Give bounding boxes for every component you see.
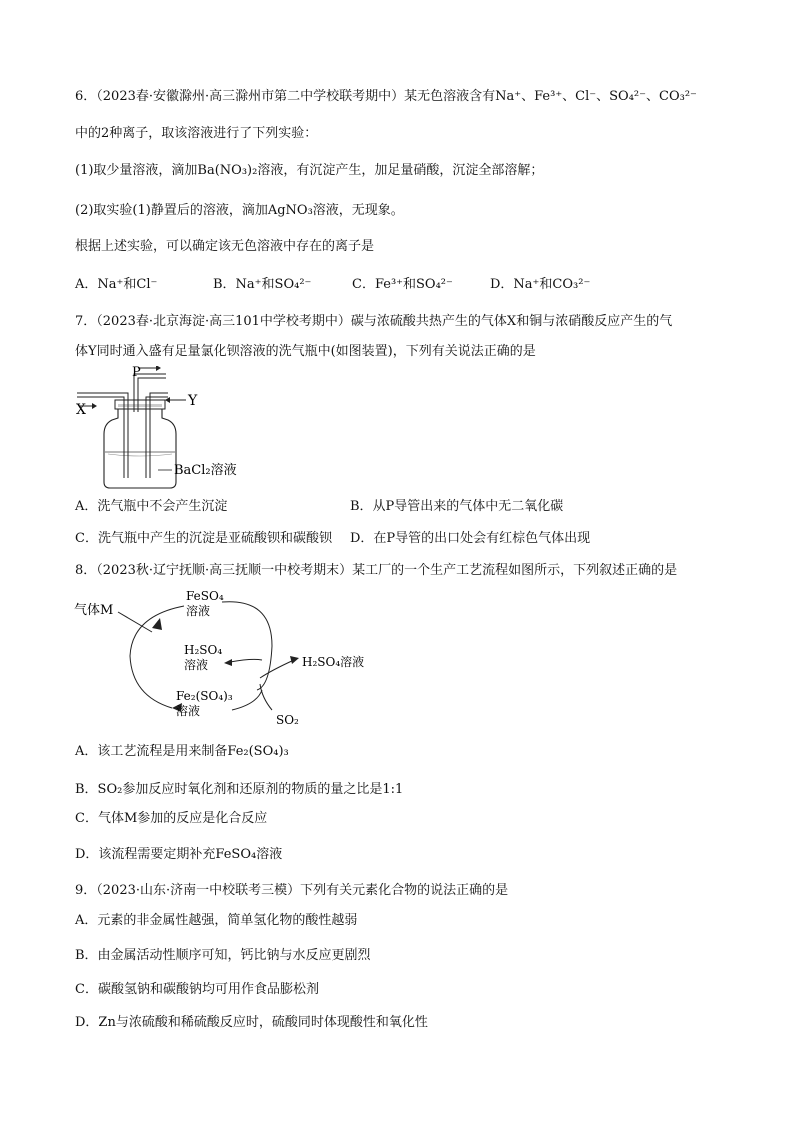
q6-option-a: A．Na⁺和Cl⁻ bbox=[75, 277, 158, 292]
label-feso4-solution: 溶液 bbox=[186, 604, 211, 618]
q8-option-c: C．气体M参加的反应是化合反应 bbox=[75, 811, 268, 826]
label-h2so4-solution: 溶液 bbox=[184, 658, 209, 672]
q9-option-c: C．碳酸氢钠和碳酸钠均可用作食品膨松剂 bbox=[75, 982, 319, 997]
q7-option-b: B．从P导管出来的气体中无二氧化碳 bbox=[350, 499, 564, 514]
label-feso4: FeSO₄ bbox=[186, 589, 224, 603]
label-fe2so43-solution: 溶液 bbox=[176, 704, 201, 718]
q7-stem-line2: 体Y同时通入盛有足量氯化钡溶液的洗气瓶中(如图装置)，下列有关说法正确的是 bbox=[75, 344, 536, 359]
q6-stem-line1: 6．（2023春·安徽滁州·高三滁州市第二中学校联考期中）某无色溶液含有Na⁺、Fe³⁺、Cl⁻、SO₄²⁻、CO₃²⁻ bbox=[75, 89, 697, 104]
label-p: P bbox=[132, 366, 141, 380]
q8-option-d: D．该流程需要定期补充FeSO₄溶液 bbox=[75, 847, 283, 862]
q9-stem: 9．（2023·山东·济南一中校联考三模）下列有关元素化合物的说法正确的是 bbox=[75, 883, 509, 898]
label-fe2so43: Fe₂(SO₄)₃ bbox=[176, 689, 233, 703]
q6-question: 根据上述实验，可以确定该无色溶液中存在的离子是 bbox=[75, 239, 375, 254]
q9-option-a: A．元素的非金属性越强，简单氢化物的酸性越弱 bbox=[75, 913, 358, 928]
q6-option-c: C．Fe³⁺和SO₄²⁻ bbox=[352, 277, 453, 292]
q6-step2: (2)取实验(1)静置后的溶液，滴加AgNO₃溶液，无现象。 bbox=[75, 203, 404, 218]
q6-option-b: B．Na⁺和SO₄²⁻ bbox=[213, 277, 312, 292]
q8-option-b: B．SO₂参加反应时氧化剂和还原剂的物质的量之比是1:1 bbox=[75, 782, 404, 797]
gas-washing-bottle-diagram bbox=[72, 366, 242, 490]
q7-option-a: A．洗气瓶中不会产生沉淀 bbox=[75, 499, 228, 514]
q7-option-d: D．在P导管的出口处会有红棕色气体出现 bbox=[350, 531, 591, 546]
q6-step1: (1)取少量溶液，滴加Ba(NO₃)₂溶液，有沉淀产生，加足量硝酸，沉淀全部溶解； bbox=[75, 163, 544, 178]
q9-option-d: D．Zn与浓硫酸和稀硫酸反应时，硫酸同时体现酸性和氧化性 bbox=[75, 1015, 428, 1030]
q7-option-c: C．洗气瓶中产生的沉淀是亚硫酸钡和碳酸钡 bbox=[75, 531, 332, 546]
q8-stem: 8．（2023秋·辽宁抚顺·高三抚顺一中校考期末）某工厂的一个生产工艺流程如图所示，下列叙述正确的是 bbox=[75, 563, 678, 578]
q7-stem-line1: 7．（2023春·北京海淀·高三101中学校考期中）碳与浓硫酸共热产生的气体X和铜与浓硝酸反应产生的气 bbox=[75, 314, 673, 329]
label-x: X bbox=[76, 402, 86, 418]
q6-option-d: D．Na⁺和CO₃²⁻ bbox=[490, 277, 591, 292]
label-h2so4-output: H₂SO₄溶液 bbox=[302, 655, 365, 669]
process-flow-diagram bbox=[72, 586, 392, 728]
q9-option-b: B．由金属活动性顺序可知，钙比钠与水反应更剧烈 bbox=[75, 948, 371, 963]
label-bacl2-solution: BaCl₂溶液 bbox=[174, 463, 237, 478]
label-h2so4: H₂SO₄ bbox=[184, 643, 223, 657]
q8-option-a: A．该工艺流程是用来制备Fe₂(SO₄)₃ bbox=[75, 744, 289, 759]
label-gas-m: 气体M bbox=[74, 603, 114, 618]
label-so2: SO₂ bbox=[276, 713, 299, 727]
label-y: Y bbox=[188, 393, 198, 409]
q6-stem-line2: 中的2种离子，取该溶液进行了下列实验： bbox=[75, 126, 318, 141]
